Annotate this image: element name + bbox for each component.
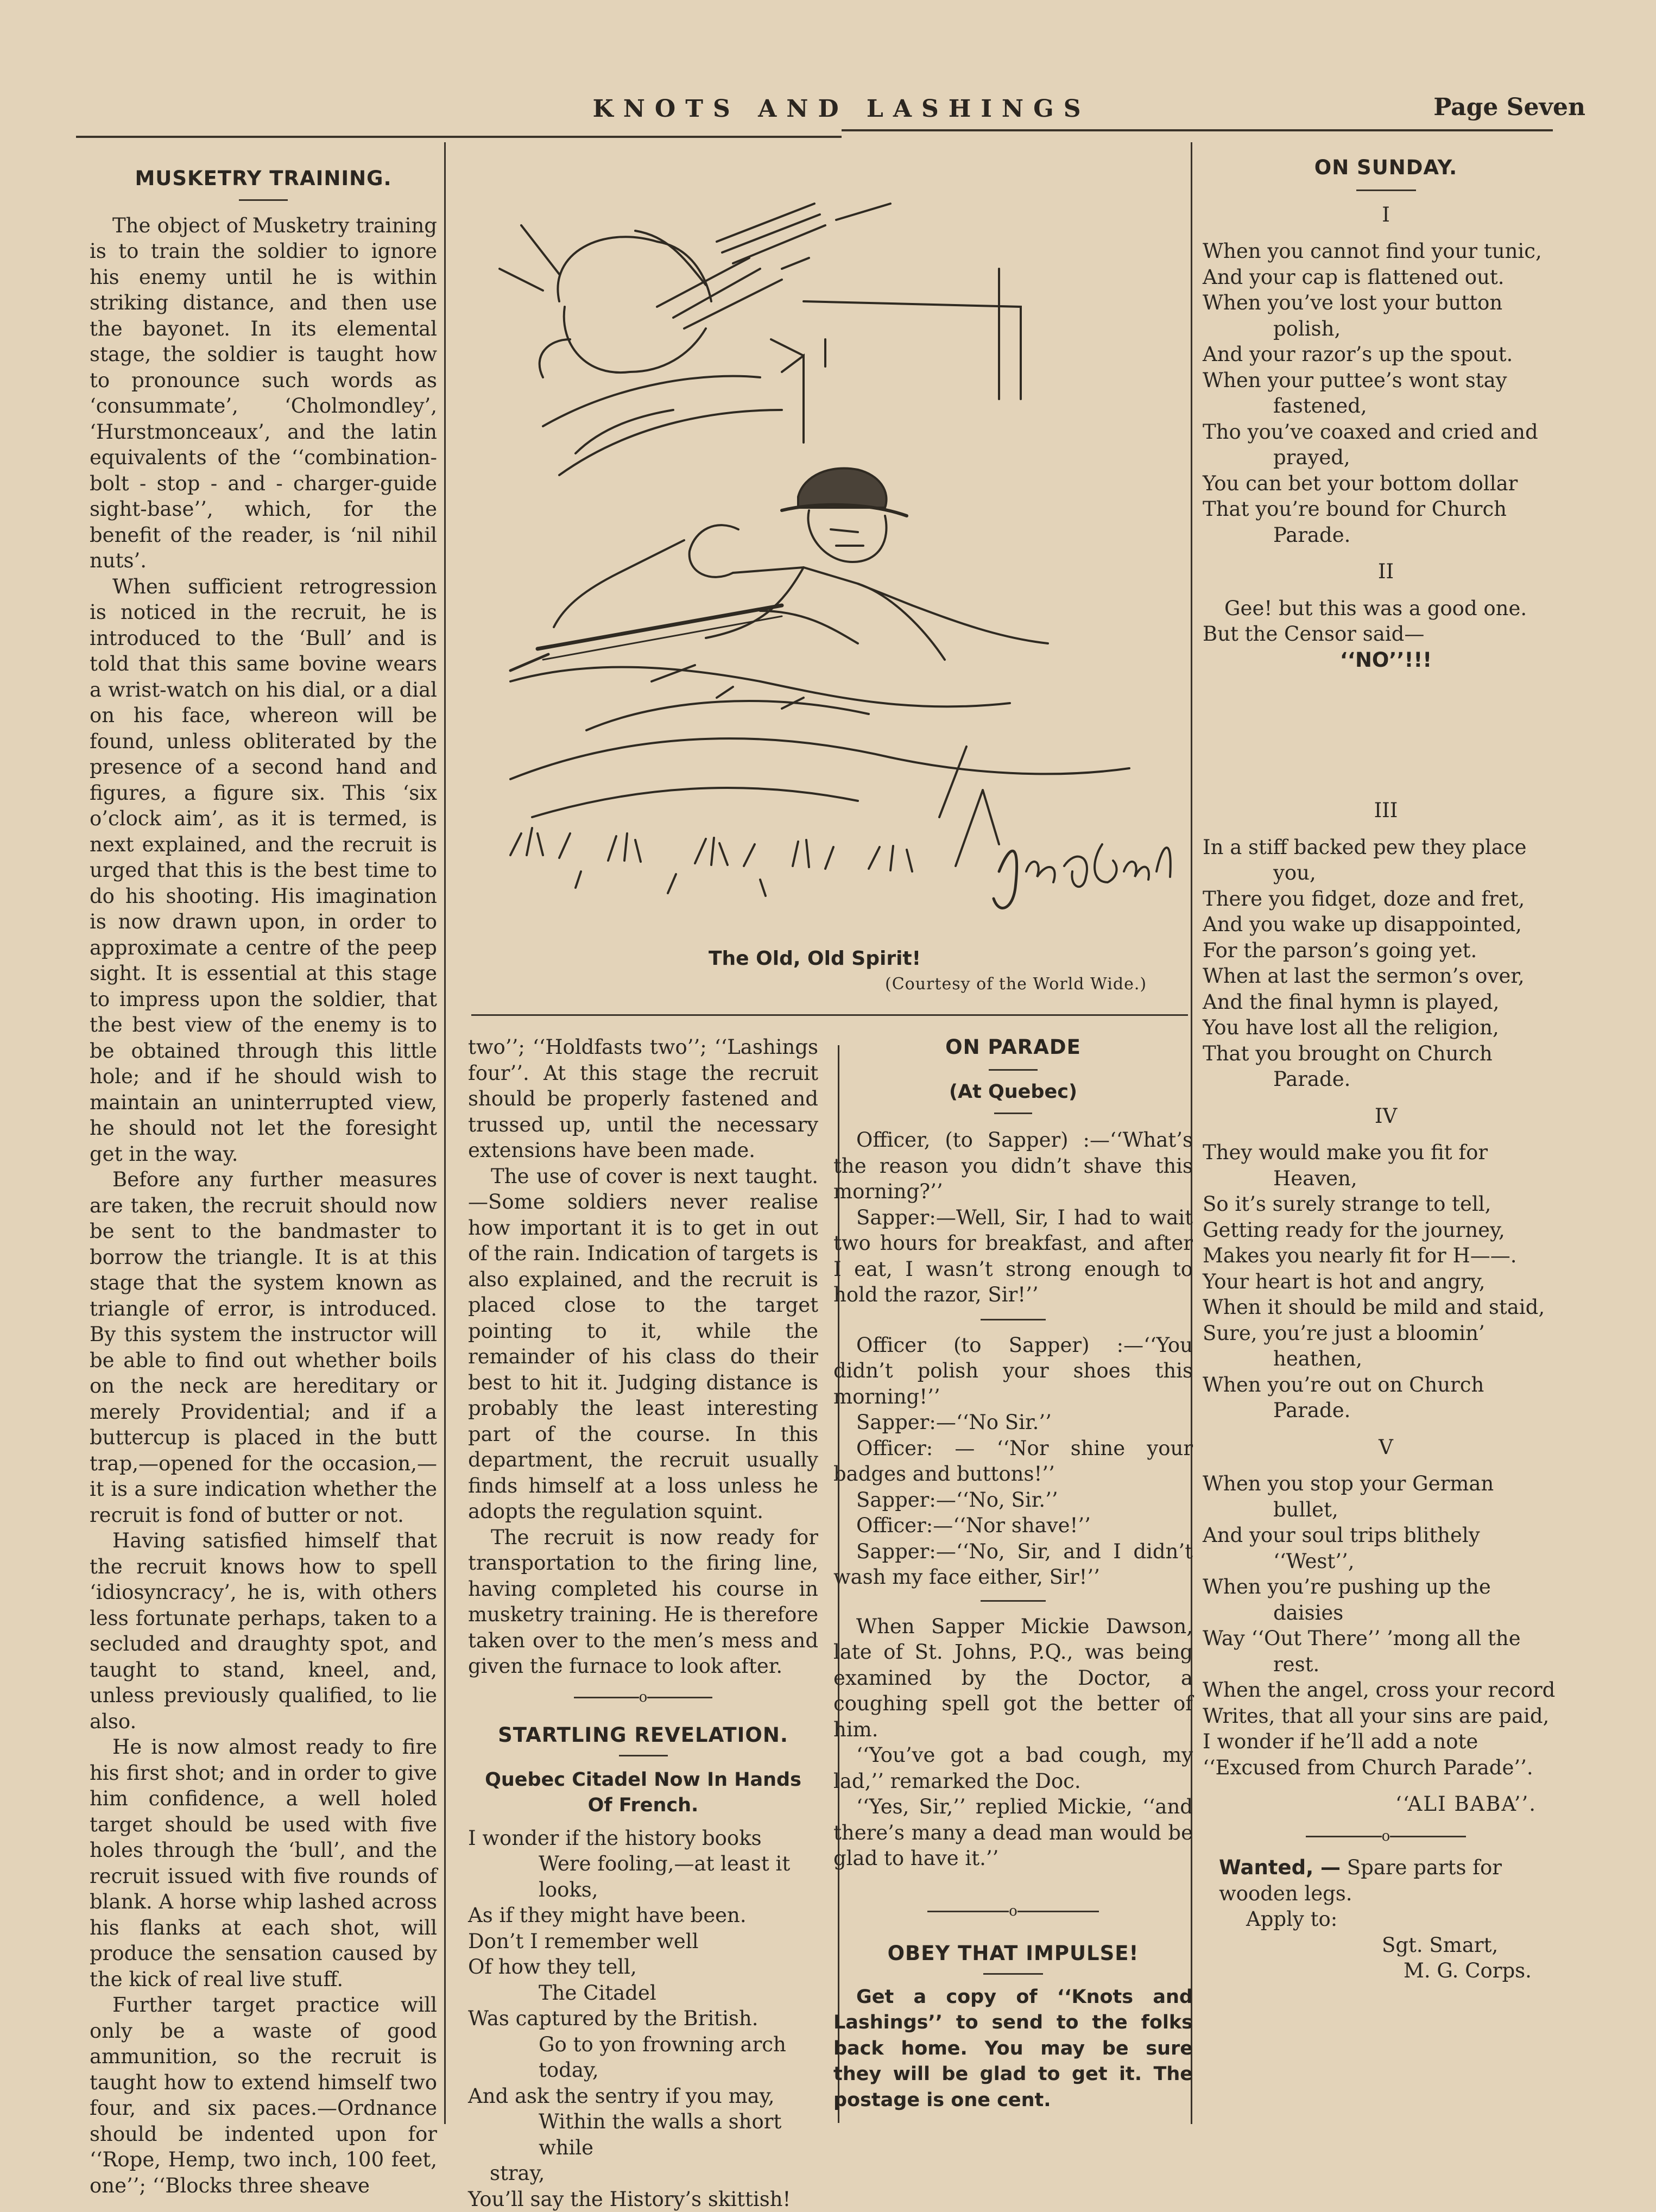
startling-subtitle: Quebec Citadel Now In Hands Of French. xyxy=(468,1767,818,1819)
poem-line: When you’re out on Church xyxy=(1203,1372,1569,1398)
title-divider xyxy=(1356,189,1416,191)
paragraph: Officer (to Sapper) :—‘‘You didn’t polish your shoes this morning!’’ xyxy=(833,1332,1193,1410)
paragraph: ‘‘You’ve got a bad cough, my lad,’’ remarked the Doc. xyxy=(833,1742,1193,1794)
poem-line: Makes you nearly fit for H——. xyxy=(1203,1243,1569,1269)
paragraph: Having satisfied himself that the recruit knows how to spell ‘idiosyncracy’, he is, with others less fortunate perhaps, taken to a secluded and draughty spot, and taught to stand, kneel, and, unless previously qualified, to lie also. xyxy=(90,1528,437,1734)
poem-line: When you’ve lost your button xyxy=(1203,290,1569,316)
poem-line: You have lost all the religion, xyxy=(1203,1015,1569,1041)
poem-line: When your puttee’s wont stay xyxy=(1203,368,1569,394)
poem-line: ‘‘West’’, xyxy=(1203,1549,1569,1575)
column-rule-1 xyxy=(444,142,446,2124)
poem-line: heathen, xyxy=(1203,1346,1569,1372)
poem-line: There you fidget, doze and fret, xyxy=(1203,886,1569,912)
musketry-title: MUSKETRY TRAINING. xyxy=(90,166,437,192)
poem-line: Parade. xyxy=(1203,522,1569,548)
poem-line: When the angel, cross your record xyxy=(1203,1677,1569,1703)
poem-line: And your razor’s up the spout. xyxy=(1203,342,1569,368)
poem-line: Were fooling,—at least it looks, xyxy=(468,1851,818,1903)
musketry-continuation xyxy=(468,1034,818,1679)
sunday-title: ON SUNDAY. xyxy=(1203,155,1569,181)
musketry-column xyxy=(90,166,437,2198)
paragraph: Officer: — ‘‘Nor shine your badges and buttons!’’ xyxy=(833,1436,1193,1487)
masthead-title: KNOTS AND LASHINGS xyxy=(543,95,1140,123)
poem-line: I wonder if he’ll add a note xyxy=(1203,1729,1569,1755)
poem-line: Sure, you’re just a bloomin’ xyxy=(1203,1320,1569,1347)
poem-line: stray, xyxy=(468,2160,818,2186)
poem-line: And the final hymn is played, xyxy=(1203,989,1569,1015)
divider xyxy=(981,1319,1046,1320)
paragraph: When sufficient retrogression is noticed in the recruit, he is introduced to the ‘Bull’ and is told that this same bovine wears a wrist-watch on his dial, or a dial on his face, whereon will be found, unless obliterated by the presence of a second hand and figures, a figure six. This ‘six o’clock aim’, as it is termed, is next explained, and the recruit is urged that this is the best time to do his shooting. His imagination is now drawn upon, in order to approximate a centre of the peep sight. It is essential at this stage to impress upon the soldier, that the best view of the enemy is to be obtained through this little hole; and if he should wish to maintain an uninterrupted view, he should not let the foresight get in the way. xyxy=(90,574,437,1167)
parade-title: ON PARADE xyxy=(833,1034,1193,1060)
paragraph: Before any further measures are taken, the recruit should now be sent to the bandmaster to borrow the triangle. It is at this stage that the system known as triangle of error, is introduced. By this system the instructor will be able to find out whether boils on the neck are hereditary or merely Providential; and if a buttercup is placed in the butt trap,—opened for the occasion,—it is a sure indication whether the recruit is fond of butter or not. xyxy=(90,1167,437,1528)
poem-line: Tho you’ve coaxed and cried and xyxy=(1203,419,1569,445)
paragraph: Further target practice will only be a waste of good ammunition, so the recruit is taught how to extend himself two four, and six paces.—Ordnance should be indented upon for ‘‘Rope, Hemp, two inch, 100 feet, one’’; ‘‘Blocks three sheave xyxy=(90,1992,437,2198)
header-rule-right xyxy=(842,129,1553,131)
poem-line: And your soul trips blithely xyxy=(1203,1522,1569,1549)
paragraph: Sapper:—Well, Sir, I had to wait two hours for breakfast, and after I eat, I wasn’t strong enough to hold the razor, Sir!’’ xyxy=(833,1205,1193,1308)
poem-line: Don’t I remember well xyxy=(468,1929,818,1955)
title-divider xyxy=(994,1113,1032,1114)
cartoon-signature: Jno Cassel xyxy=(1074,920,1078,921)
poem-line: When at last the sermon’s over, xyxy=(1203,963,1569,989)
separator: o xyxy=(468,1685,818,1711)
title-divider xyxy=(983,1973,1043,1975)
poem-line: Way ‘‘Out There’’ ’mong all the xyxy=(1203,1626,1569,1652)
poem-line: Parade. xyxy=(1203,1066,1569,1092)
wanted-text: Spare parts for wooden legs. xyxy=(1219,1856,1502,1905)
poem-line: rest. xyxy=(1203,1652,1569,1678)
poem-line: When it should be mild and staid, xyxy=(1203,1294,1569,1320)
obey-title: OBEY THAT IMPULSE! xyxy=(833,1941,1193,1967)
column-two-lower xyxy=(468,1034,818,2212)
poem-line: When you cannot find your tunic, xyxy=(1203,238,1569,264)
wanted-notice xyxy=(1203,1855,1569,1984)
poem-line: Of how they tell, xyxy=(468,1954,818,1980)
startling-title: STARTLING REVELATION. xyxy=(468,1722,818,1748)
cartoon-courtesy: (Courtesy of the World Wide.) xyxy=(885,975,1147,994)
poem-line: you, xyxy=(1203,860,1569,886)
paragraph: two’’; ‘‘Holdfasts two’’; ‘‘Lashings four’’. At this stage the recruit should be properly fastened and trussed up, until the necessary extensions have been made. xyxy=(468,1034,818,1164)
obey-text: Get a copy of ‘‘Knots and Lashings’’ to send to the folks back home. You may be sure they will be glad to get it. The postage is one cent. xyxy=(833,1985,1193,2114)
poem-line: Getting ready for the journey, xyxy=(1203,1217,1569,1243)
paragraph: Sapper:—‘‘No Sir.’’ xyxy=(833,1410,1193,1436)
poem-line: bullet, xyxy=(1203,1497,1569,1523)
poem-line: I wonder if the history books xyxy=(468,1825,818,1851)
startling-poem xyxy=(468,1825,818,2212)
stanza-number: V xyxy=(1203,1434,1569,1461)
poem-line: So it’s surely strange to tell, xyxy=(1203,1191,1569,1217)
paragraph: When Sapper Mickie Dawson, late of St. Johns, P.Q., was being examined by the Doctor, a coughing spell got the better of him. xyxy=(833,1614,1193,1743)
cartoon-bottom-rule xyxy=(471,1014,1188,1016)
title-divider xyxy=(619,1755,668,1756)
header-rule-left xyxy=(76,136,842,138)
poem-line: Within the walls a short while xyxy=(468,2109,818,2160)
poem-line: prayed, xyxy=(1203,445,1569,471)
parade-dialog-one xyxy=(833,1127,1193,1308)
paragraph: Officer:—‘‘Nor shave!’’ xyxy=(833,1513,1193,1539)
separator: o xyxy=(1203,1824,1569,1850)
stanza-number: III xyxy=(1203,798,1569,824)
poem-line: Heaven, xyxy=(1203,1166,1569,1192)
wanted-apply: Apply to: xyxy=(1219,1906,1569,1932)
paragraph: Sapper:—‘‘No, Sir.’’ xyxy=(833,1487,1193,1513)
cartoon-illustration xyxy=(478,193,1178,937)
poem-line: daisies xyxy=(1203,1600,1569,1626)
poem-line: Writes, that all your sins are paid, xyxy=(1203,1703,1569,1729)
paragraph: He is now almost ready to fire his first shot; and in order to give him confidence, a well holed target should be used with five holes through the ‘bull’, and the recruit issued with five rounds of blank. A horse whip lashed across his flanks at each shot, will produce the sensation caused by the kick of real live stuff. xyxy=(90,1734,437,1992)
wanted-label: Wanted, — xyxy=(1219,1856,1341,1879)
poem-line: But the Censor said— xyxy=(1203,621,1569,647)
poem-line: Was captured by the British. xyxy=(468,2006,818,2032)
poem-line: polish, xyxy=(1203,316,1569,342)
wanted-name: Sgt. Smart, xyxy=(1219,1932,1569,1958)
paragraph: The object of Musketry training is to train the soldier to ignore his enemy until he is within striking distance, and then use the bayonet. In its elemental stage, the soldier is taught how to pronounce such words as ‘consummate’, ‘Cholmondley’, ‘Hurstmonceaux’, and the latin equivalents of the ‘‘combination-bolt - stop - and - charger-guide sight-base’’, which, for the benefit of the reader, is ‘nil nihil nuts’. xyxy=(90,213,437,574)
separator: o xyxy=(833,1899,1193,1925)
paragraph: Sapper:—‘‘No, Sir, and I didn’t wash my face either, Sir!’’ xyxy=(833,1539,1193,1590)
poem-line: ‘‘Excused from Church Parade’’. xyxy=(1203,1755,1569,1781)
title-divider xyxy=(239,199,288,201)
parade-subtitle: (At Quebec) xyxy=(833,1079,1193,1105)
parade-dialog-two xyxy=(833,1332,1193,1590)
paragraph: Officer, (to Sapper) :—‘‘What’s the reason you didn’t shave this morning?’’ xyxy=(833,1127,1193,1205)
poem-line: Parade. xyxy=(1203,1398,1569,1424)
poem-line: When you stop your German xyxy=(1203,1471,1569,1497)
poem-line: When you’re pushing up the xyxy=(1203,1574,1569,1600)
poem-line: Gee! but this was a good one. xyxy=(1203,596,1569,622)
musketry-body xyxy=(90,213,437,2199)
poem-line: fastened, xyxy=(1203,393,1569,419)
poem-line: The Citadel xyxy=(468,1980,818,2006)
poem-line: Go to yon frowning arch today, xyxy=(468,2032,818,2083)
censor-no: ‘‘NO’’!!! xyxy=(1203,647,1569,673)
page-number: Page Seven xyxy=(1368,93,1585,121)
title-divider xyxy=(989,1069,1038,1071)
sunday-poem xyxy=(1203,202,1569,1781)
stanza-number: IV xyxy=(1203,1103,1569,1129)
poem-line: You’ll say the History’s skittish! xyxy=(468,2186,818,2212)
poem-line: They would make you fit for xyxy=(1203,1140,1569,1166)
column-three-lower xyxy=(833,1034,1193,2113)
poem-line: And your cap is flattened out. xyxy=(1203,264,1569,290)
paragraph: The use of cover is next taught.—Some soldiers never realise how important it is to get in out of the rain. Indication of targets is also explained, and the recruit is placed close to the target pointing to it, while the remainder of his class do their best to hit it. Judging distance is probably the least interesting part of the course. In this department, the recruit usually finds himself at a loss unless he adopts the regulation squint. xyxy=(468,1164,818,1525)
poem-line: As if they might have been. xyxy=(468,1903,818,1929)
paragraph: The recruit is now ready for transportation to the firing line, having completed his course in musketry training. He is therefore taken over to the men’s mess and given the furnace to look after. xyxy=(468,1525,818,1679)
parade-dialog-three xyxy=(833,1614,1193,1872)
sunday-author: ‘‘ALI BABA’’. xyxy=(1203,1791,1569,1817)
poem-line: And you wake up disappointed, xyxy=(1203,912,1569,938)
poem-line: You can bet your bottom dollar xyxy=(1203,471,1569,497)
sunday-column xyxy=(1203,155,1569,1984)
stanza-number: I xyxy=(1203,202,1569,228)
poem-line: In a stiff backed pew they place xyxy=(1203,835,1569,861)
stanza-number: II xyxy=(1203,559,1569,585)
poem-line: That you’re bound for Church xyxy=(1203,496,1569,522)
cartoon-caption: The Old, Old Spirit! xyxy=(709,947,921,970)
poem-line: Your heart is hot and angry, xyxy=(1203,1269,1569,1295)
poem-line: And ask the sentry if you may, xyxy=(468,2083,818,2109)
paragraph: ‘‘Yes, Sir,’’ replied Mickie, ‘‘and there’s many a dead man would be glad to have it.’’ xyxy=(833,1794,1193,1872)
wanted-corps: M. G. Corps. xyxy=(1219,1958,1569,1984)
poem-line: That you brought on Church xyxy=(1203,1041,1569,1067)
poem-line: For the parson’s going yet. xyxy=(1203,938,1569,964)
divider xyxy=(981,1600,1046,1602)
